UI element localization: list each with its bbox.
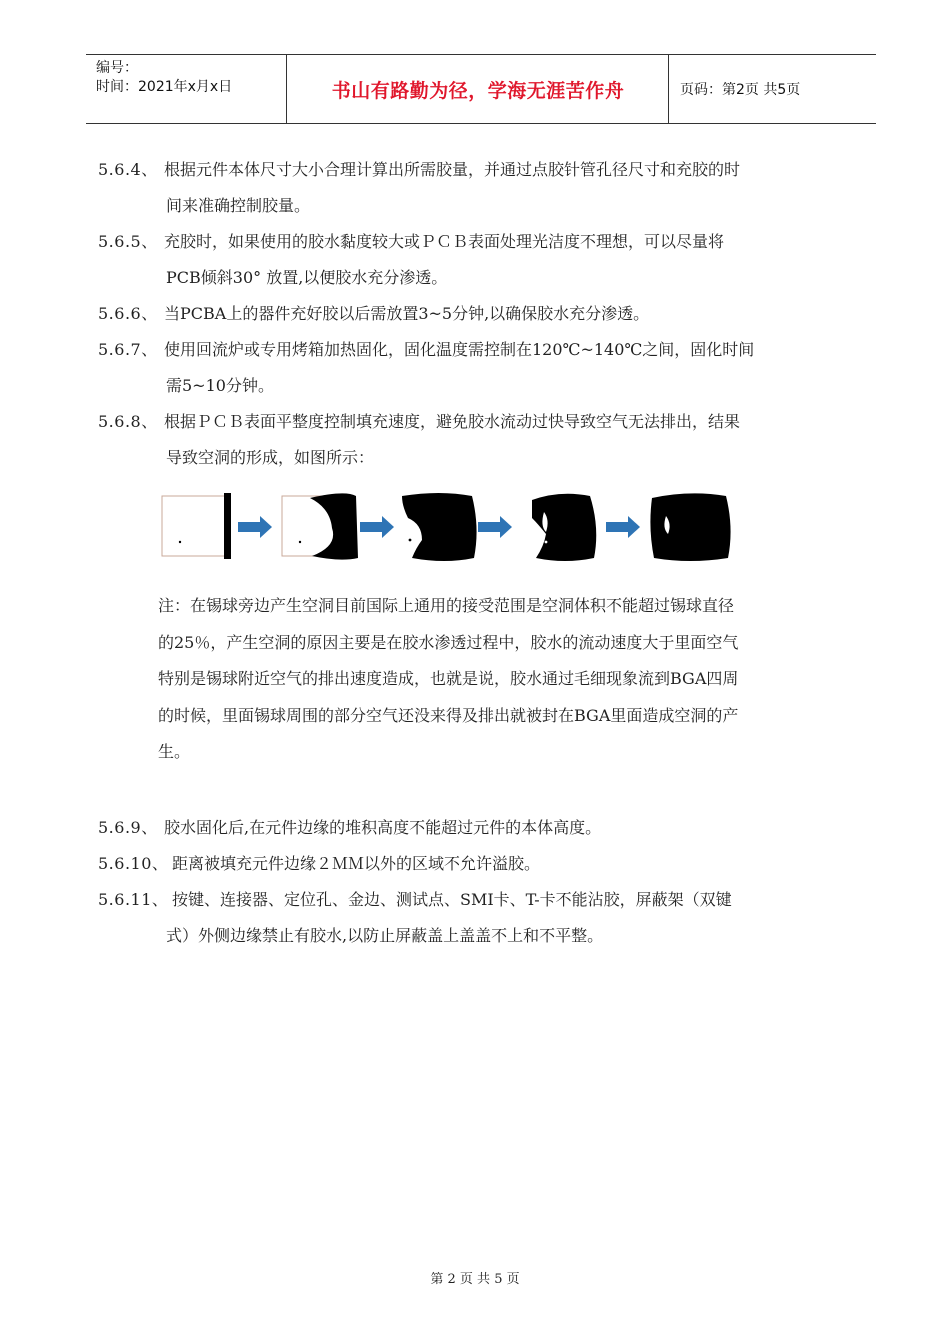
page-footer: 第 2 页 共 5 页	[430, 1272, 520, 1287]
header-divider	[668, 55, 669, 123]
note-line: 特别是锡球附近空气的排出速度造成，也就是说，胶水通过毛细现象流到BGA四周	[158, 669, 739, 688]
void-formation-figure	[160, 488, 760, 568]
stage-5-diagram	[650, 493, 730, 561]
arrow-icon	[478, 516, 512, 538]
clause-number: 5.6.7、	[98, 340, 158, 359]
header-page-number: 页码：第2页 共5页	[680, 82, 801, 98]
clause-number: 5.6.4、	[98, 160, 158, 179]
clause-text-continued: 需5~10分钟。	[166, 376, 274, 395]
clause-text: 根据元件本体尺寸大小合理计算出所需胶量，并通过点胶针管孔径尺寸和充胶的时	[164, 160, 741, 179]
stage-4-diagram	[532, 494, 596, 561]
note-line: 注：在锡球旁边产生空洞目前国际上通用的接受范围是空洞体积不能超过锡球直径	[158, 596, 735, 615]
note-line: 的时候，里面锡球周围的部分空气还没来得及排出就被封在BGA里面造成空洞的产	[158, 705, 739, 725]
clause-number: 5.6.8、	[98, 412, 158, 431]
header-divider	[286, 55, 287, 123]
note-line: 的25％，产生空洞的原因主要是在胶水渗透过程中，胶水的流动速度大于里面空气	[158, 632, 739, 652]
arrow-icon	[360, 516, 394, 538]
header-meta	[96, 59, 286, 97]
page-header	[86, 54, 876, 124]
note-line: 生。	[158, 742, 191, 761]
clause-number: 5.6.10、	[98, 854, 169, 873]
note-block	[158, 588, 870, 771]
clause-5-6-5	[98, 224, 868, 296]
clause-text: 距离被填充元件边缘２ＭＭ以外的区域不允许溢胶。	[172, 854, 541, 873]
clause-5-6-8	[98, 404, 868, 476]
clause-5-6-7	[98, 332, 868, 404]
clause-number: 5.6.9、	[98, 818, 158, 837]
stage-1-diagram	[162, 493, 231, 559]
clause-number: 5.6.11、	[98, 890, 169, 909]
clause-text-continued: 间来准确控制胶量。	[166, 196, 311, 215]
doc-time-label: 时间：2021年x月x日	[96, 79, 233, 95]
stage-2-diagram	[282, 493, 358, 559]
clause-5-6-11	[98, 882, 868, 954]
stage-3-diagram	[402, 493, 477, 561]
doc-number-label: 编号：	[96, 60, 138, 76]
clause-text: 当PCBA上的器件充好胶以后需放置3~5分钟,以确保胶水充分渗透。	[164, 304, 650, 323]
header-motto: 书山有路勤为径，学海无涯苦作舟	[331, 79, 625, 102]
clause-number: 5.6.5、	[98, 232, 158, 251]
clause-number: 5.6.6、	[98, 304, 158, 323]
clause-5-6-9	[98, 810, 868, 846]
clause-5-6-6	[98, 296, 868, 332]
arrow-icon	[606, 516, 640, 538]
clause-text-continued: 式）外侧边缘禁止有胶水,以防止屏蔽盖上盖盖不上和不平整。	[166, 926, 604, 945]
clause-text-continued: PCB倾斜30° 放置,以便胶水充分渗透。	[166, 268, 448, 287]
clause-text: 根据ＰＣＢ表面平整度控制填充速度，避免胶水流动过快导致空气无法排出，结果	[164, 412, 741, 431]
clause-text: 充胶时，如果使用的胶水黏度较大或ＰＣＢ表面处理光洁度不理想，可以尽量将	[164, 232, 725, 251]
clause-text-continued: 导致空洞的形成，如图所示：	[166, 448, 375, 467]
clause-5-6-10	[98, 846, 868, 882]
clause-text: 按键、连接器、定位孔、金边、测试点、SMI卡、T-卡不能沾胶，屏蔽架（双键	[172, 890, 732, 909]
clause-text: 使用回流炉或专用烤箱加热固化，固化温度需控制在120℃~140℃之间，固化时间	[164, 340, 755, 359]
clause-5-6-4	[98, 152, 868, 224]
arrow-icon	[238, 516, 272, 538]
clause-text: 胶水固化后,在元件边缘的堆积高度不能超过元件的本体高度。	[164, 818, 602, 837]
